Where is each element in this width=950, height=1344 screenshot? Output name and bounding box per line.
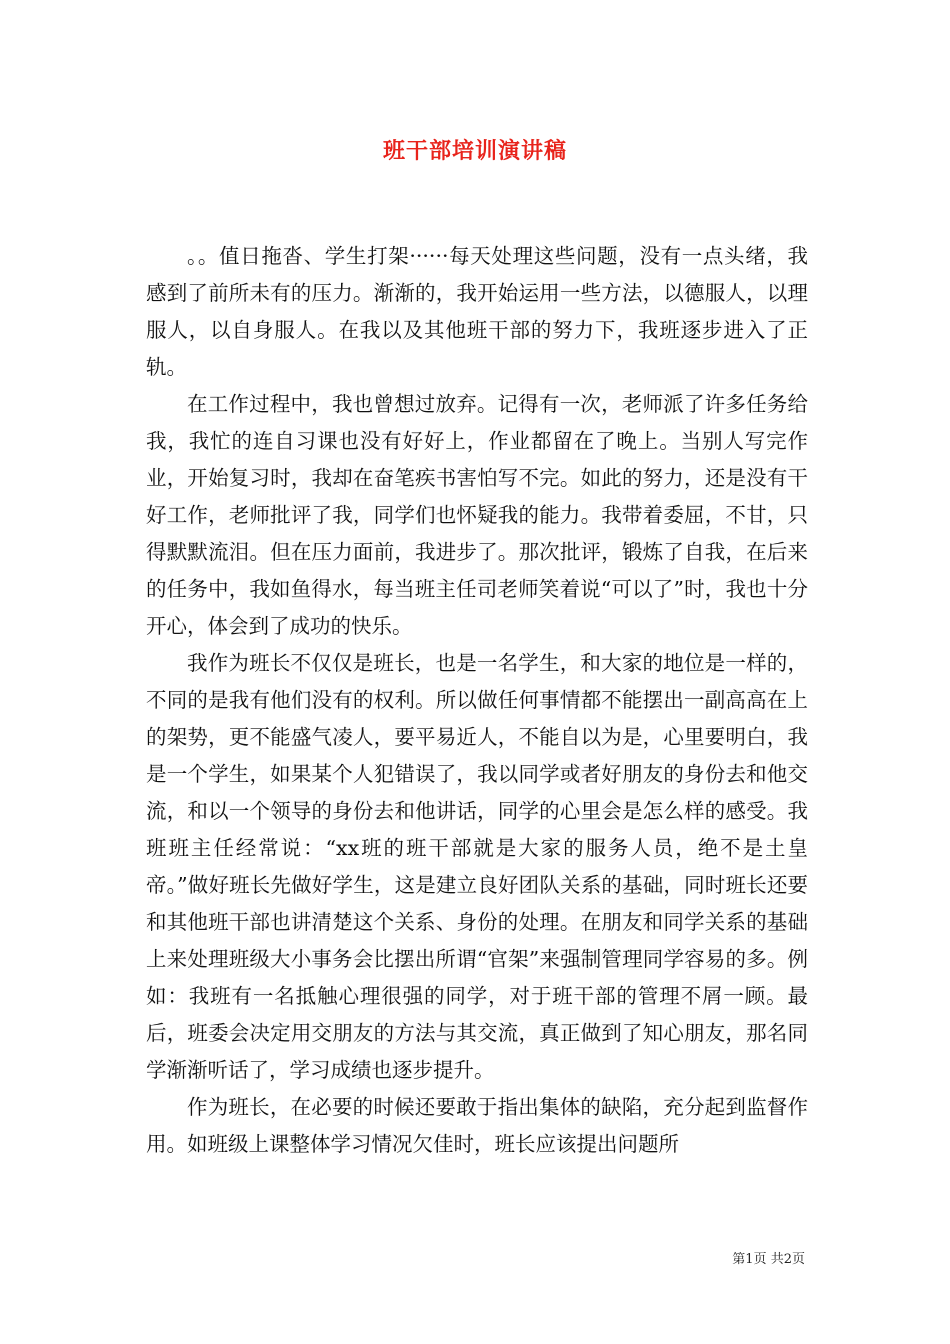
document-body [146,238,808,1163]
page-number-footer [600,1248,805,1267]
page-label-suffix: 页 [791,1252,805,1267]
paragraph-1: 。。值日拖沓、学生打架······每天处理这些问题，没有一点头绪，我感到了前所未有的压力。渐渐的，我开始运用一些方法，以德服人，以理服人，以自身服人。在我以及其他班干部的努力下，我班逐步进入了正轨。 [146,244,808,379]
page-total-number: 2 [783,1252,792,1267]
paragraph-2: 在工作过程中，我也曾想过放弃。记得有一次，老师派了许多任务给我，我忙的连自习课也没有好好上，作业都留在了晚上。当别人写完作业，开始复习时，我却在奋笔疾书害怕写不完。如此的努力，还是没有干好工作，老师批评了我，同学们也怀疑我的能力。我带着委屈，不甘，只得默默流泪。但在压力面前，我进步了。那次批评，锻炼了自我，在后来的任务中，我如鱼得水，每当班主任司老师笑着说“可以了”时，我也十分开心，体会到了成功的快乐。 [146,392,808,638]
paragraph-3: 我作为班长不仅仅是班长，也是一名学生，和大家的地位是一样的，不同的是我有他们没有的权利。所以做任何事情都不能摆出一副高高在上的架势，更不能盛气凌人，要平易近人，不能自以为是，心里要明白，我是一个学生，如果某个人犯错误了，我以同学或者好朋友的身份去和他交流，和以一个领导的身份去和他讲话，同学的心里会是怎么样的感受。我班班主任经常说：“xx班的班干部就是大家的服务人员，绝不是土皇帝。”做好班长先做好学生，这是建立良好团队关系的基础，同时班长还要和其他班干部也讲清楚这个关系、身份的处理。在朋友和同学关系的基础上来处理班级大小事务会比摆出所谓“官架”来强制管理同学容易的多。例如：我班有一名抵触心理很强的同学，对于班干部的管理不屑一顾。最后，班委会决定用交朋友的方法与其交流，真正做到了知心朋友，那名同学渐渐听话了，学习成绩也逐步提升。 [146,651,808,1082]
page-current-number: 1 [745,1252,754,1267]
document-title: 班干部培训演讲稿 [382,138,567,164]
page-label-middle: 页 共 [753,1252,784,1267]
page-label-prefix: 第 [732,1252,746,1267]
paragraph-4: 作为班长，在必要的时候还要敢于指出集体的缺陷，充分起到监督作用。如班级上课整体学习情况欠佳时，班长应该提出问题所 [146,1095,808,1156]
